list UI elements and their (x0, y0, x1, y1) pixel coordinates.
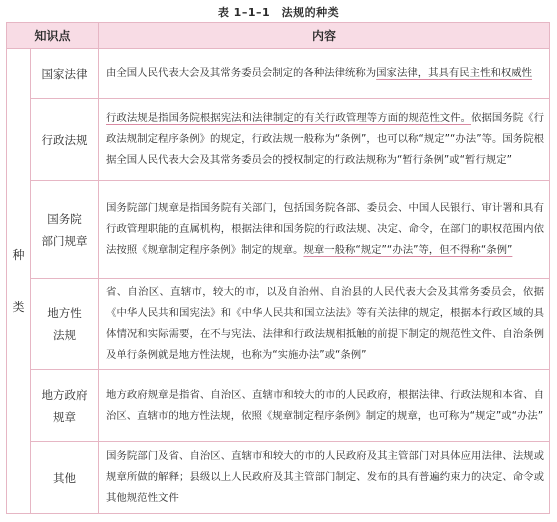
desc-text: 国务院部门及省、自治区、直辖市和较大的市的人民政府及其主管部门对具体应用法律、法规或规章所做的解释；县级以上人民政府及其主管部门制定、发布的具有普遍约束力的决定、命令或其他规范性文件 (106, 450, 544, 504)
kind-label: 地方政府 (41, 387, 88, 402)
desc-text: 省、自治区、直辖市，较大的市，以及自治州、自治县的人民代表大会及其常务委员会，依据《中华人民共和国宪法》和《中华人民共和国立法法》等有关法律的规定，根据本行政区域的具体情况和实际需要，在不与宪法、法律和行政法规相抵触的前提下制定的规范性文件、自治条例及单行条例就是地方性法规，也称为“实施办法”或“条例” (106, 286, 544, 361)
desc-cell (99, 279, 550, 370)
table-header-row (7, 23, 550, 49)
kind-label: 规章 (53, 409, 76, 424)
table-row (7, 442, 550, 514)
desc-cell (99, 99, 550, 181)
kind-cell (31, 370, 99, 442)
category-char-2: 类 (12, 300, 25, 314)
desc-cell (99, 442, 550, 514)
desc-text: 地方政府规章是指省、自治区、直辖市和较大的市的人民政府，根据法律、行政法规和本省、自治区、直辖市的地方性法规，依照《规章制定程序条例》制定的规章，也可称为“规定”或“办法” (106, 388, 544, 422)
kind-cell (31, 99, 99, 181)
desc-cell (99, 370, 550, 442)
table-row (7, 370, 550, 442)
kind-cell (31, 442, 99, 514)
desc-cell (99, 181, 550, 279)
kind-label: 行政法规 (41, 132, 88, 147)
desc-text: 由全国人民代表大会及其常务委员会制定的各种法律统称为 (106, 67, 377, 79)
kind-label: 国家法律 (41, 66, 88, 81)
desc-underlined: 国家法律，其具有民主性和权威性 (376, 67, 533, 79)
kind-label: 部门规章 (41, 233, 88, 248)
desc-text: 国务院部门规章是指国务院有关部门，包括国务院各部、委员会、中国人民银行、审计署和具有行政管理职能的直属机构，根据法律和国务院的行政法规、决定、命令，在部门的职权范围内依法按照《规章制定程序条例》制定的规章。 (106, 202, 544, 256)
header-knowledge: 知识点 (7, 23, 99, 49)
kind-cell (31, 49, 99, 99)
kind-label: 国务院 (47, 211, 82, 226)
desc-cell (99, 49, 550, 99)
header-content: 内容 (99, 23, 550, 49)
category-cell (7, 49, 31, 514)
table-row (7, 181, 550, 279)
table-caption: 表 1–1–1 法规的种类 (217, 6, 340, 19)
kind-cell (31, 279, 99, 370)
desc-underlined: 行政法规是指国务院根据宪法和法律制定的有关行政管理等方面的规范性文件。 (106, 112, 472, 124)
category-char-1: 种 (12, 248, 25, 262)
kind-label: 法规 (53, 328, 76, 342)
desc-underlined: 规章一般称“规定”“办法”等，但不得称“条例” (303, 244, 513, 256)
law-types-table (6, 22, 550, 514)
table-row (7, 279, 550, 370)
desc-text: 依据国务院《行政法规制定程序条例》的规定，行政法规一般称为“条例”，也可以称“规定”“办法”等。国务院根据全国人民代表大会及其常务委员会的授权制定的行政法规称为“暂行条例”或“暂行规定” (106, 112, 544, 166)
table-row (7, 99, 550, 181)
table-row (7, 49, 550, 99)
kind-label: 其他 (53, 470, 76, 485)
kind-cell (31, 181, 99, 279)
kind-label: 地方性 (47, 306, 82, 320)
